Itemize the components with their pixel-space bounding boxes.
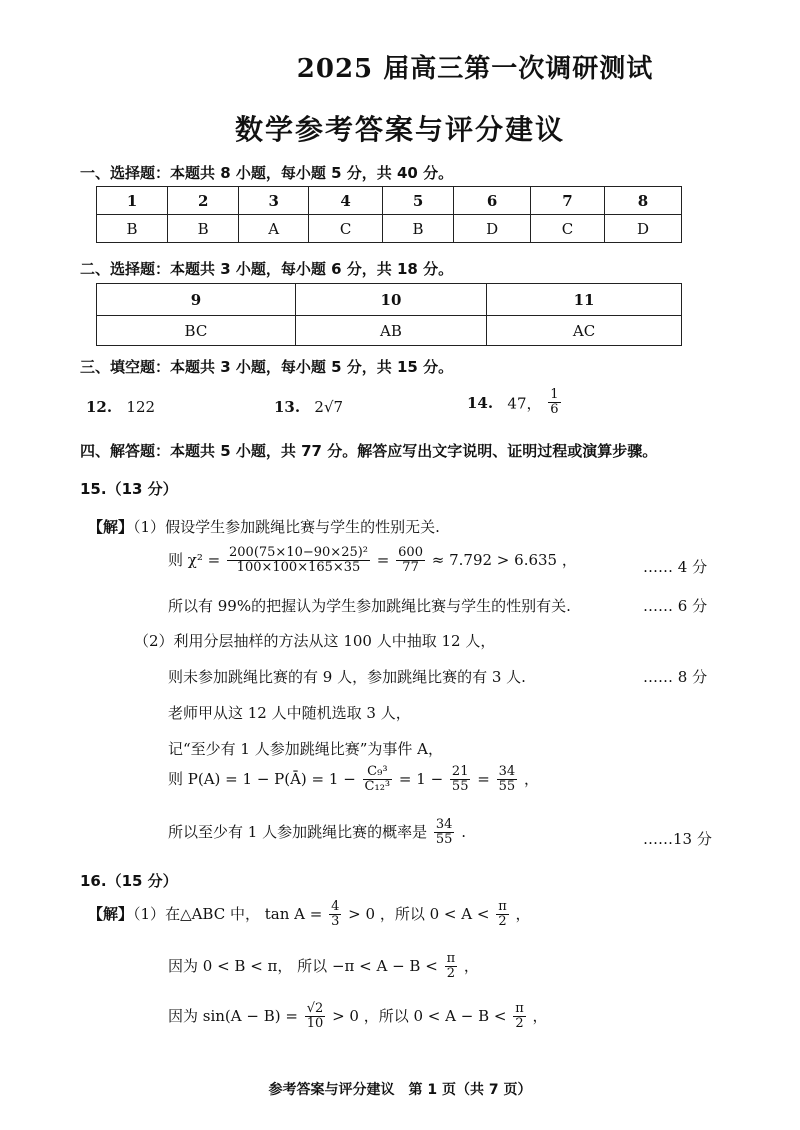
document-title: 2025 届高三第一次调研测试 xyxy=(296,54,654,84)
q15-chi-square xyxy=(168,546,577,576)
part-label: （2） xyxy=(134,632,174,650)
text: 则 χ² = xyxy=(168,550,221,569)
table-cell: 2 xyxy=(168,187,239,215)
answer-value: 2√7 xyxy=(314,398,344,416)
fraction: $\frac{600}{77}$ xyxy=(398,545,423,576)
text: = xyxy=(376,550,390,569)
section2-heading: 二、选择题：本题共 3 小题，每小题 6 分，共 18 分。 xyxy=(80,260,454,278)
q15-line: 记“至少有 1 人参加跳绳比赛”为事件 A， xyxy=(168,740,444,758)
text: > 0 ，所以 0 < A − B < xyxy=(332,1006,507,1025)
text: 则 P(A) = 1 − P(Ā) = 1 − xyxy=(168,769,356,788)
q15-probability xyxy=(168,765,539,795)
table-cell: 6 xyxy=(454,187,531,215)
q15-conclusion xyxy=(168,818,466,848)
fraction: $\frac{\pi}{2}$ xyxy=(515,1001,524,1032)
fraction: $\frac{\text{C₉³}}{\text{C₁₂³}}$ xyxy=(364,764,391,795)
text: = 1 − xyxy=(398,769,444,788)
solution-tag: 【解】 xyxy=(88,904,134,923)
q15-line: 则未参加跳绳比赛的有 9 人，参加跳绳比赛的有 3 人. xyxy=(168,668,526,686)
part-label: （1） xyxy=(133,518,166,536)
table-cell: D xyxy=(604,215,681,243)
choice-table-1 xyxy=(96,186,682,243)
text: 因为 sin(A − B) = xyxy=(168,1006,298,1025)
choice-table-2 xyxy=(96,283,682,346)
text: ， xyxy=(523,769,539,788)
table-cell: B xyxy=(168,215,239,243)
q15-line: 老师甲从这 12 人中随机选取 3 人， xyxy=(168,704,411,722)
section3-heading: 三、填空题：本题共 3 小题，每小题 5 分，共 15 分。 xyxy=(80,358,454,376)
part-label: （1） xyxy=(133,904,166,923)
text: ， xyxy=(532,1006,548,1025)
question-number: 14. xyxy=(467,393,494,412)
table-cell: B xyxy=(97,215,168,243)
section1-heading: 一、选择题：本题共 8 小题，每小题 5 分，共 40 分。 xyxy=(80,164,454,182)
score-mark: ……13 分 xyxy=(643,830,712,848)
table-cell: 11 xyxy=(487,284,682,316)
table-cell: B xyxy=(383,215,454,243)
table-cell: BC xyxy=(97,316,296,346)
answer-14 xyxy=(467,388,563,418)
fraction: $\frac{1}{6}$ xyxy=(550,387,559,418)
solution-tag: 【解】 xyxy=(88,518,134,536)
q15-part2 xyxy=(134,630,495,651)
score-mark: …… 4 分 xyxy=(643,558,708,576)
document-subtitle: 数学参考答案与评分建议 xyxy=(234,113,565,146)
table-cell: 4 xyxy=(309,187,383,215)
question-number: 12. xyxy=(86,398,113,416)
q16-line2 xyxy=(168,952,479,982)
fraction: $\frac{\pi}{2}$ xyxy=(446,951,456,982)
table-cell: AB xyxy=(295,316,486,346)
text: 所以至少有 1 人参加跳绳比赛的概率是 xyxy=(168,822,428,841)
table-cell: 8 xyxy=(604,187,681,215)
table-cell: D xyxy=(454,215,531,243)
score-mark: …… 8 分 xyxy=(643,668,708,686)
table-cell: 5 xyxy=(383,187,454,215)
table-cell: 3 xyxy=(239,187,309,215)
text: 因为 0 < B < π， 所以 −π < A − B < xyxy=(168,956,438,975)
fraction: $\frac{\pi}{2}$ xyxy=(498,899,507,930)
fraction: $\frac{34}{55}$ xyxy=(435,817,453,848)
fraction: $\frac{\text{200(75×10−90×25)²}}{100\times 100\times 165\times 35}$ xyxy=(229,545,369,576)
answer-value: 122 xyxy=(126,398,156,416)
table-cell: A xyxy=(239,215,309,243)
table-cell: 7 xyxy=(531,187,605,215)
q16-header: 16.（15 分） xyxy=(80,872,178,890)
text: = xyxy=(477,769,490,788)
text: ， xyxy=(515,904,531,923)
section4-heading: 四、解答题：本题共 5 小题，共 77 分。解答应写出文字说明、证明过程或演算步骤。 xyxy=(80,442,658,460)
table-cell: AC xyxy=(487,316,682,346)
q16-line1 xyxy=(88,900,531,930)
table-cell: 10 xyxy=(295,284,486,316)
table-cell: C xyxy=(531,215,605,243)
text: . xyxy=(461,822,466,841)
table-cell: 9 xyxy=(97,284,296,316)
answer-13 xyxy=(274,398,343,416)
q15-part1 xyxy=(88,516,440,537)
fraction: $\frac{4}{3}$ xyxy=(331,899,340,930)
answer-12 xyxy=(86,398,155,416)
text: 在△ABC 中， tan A = xyxy=(165,904,323,923)
question-number: 13. xyxy=(274,398,301,416)
text: 利用分层抽样的方法从这 100 人中抽取 12 人， xyxy=(173,632,496,650)
text: 假设学生参加跳绳比赛与学生的性别无关. xyxy=(165,518,440,536)
q15-header: 15.（13 分） xyxy=(80,480,178,498)
q15-line: 所以有 99%的把握认为学生参加跳绳比赛与学生的性别有关. xyxy=(168,597,571,615)
q16-line3 xyxy=(168,1002,548,1032)
page-footer: 参考答案与评分建议 第 1 页（共 7 页） xyxy=(268,1082,532,1098)
text: ≈ 7.792 > 6.635 ， xyxy=(431,550,577,569)
score-mark: …… 6 分 xyxy=(643,597,708,615)
text: ， xyxy=(463,956,479,975)
table-cell: C xyxy=(309,215,383,243)
text: > 0 ，所以 0 < A < xyxy=(348,904,490,923)
fraction: $\frac{21}{55}$ xyxy=(451,764,469,795)
answer-value: 47， xyxy=(507,394,542,413)
table-cell: 1 xyxy=(97,187,168,215)
fraction: $\frac{34}{55}$ xyxy=(498,764,516,795)
fraction: $\frac{√2}{10}$ xyxy=(306,1001,324,1032)
